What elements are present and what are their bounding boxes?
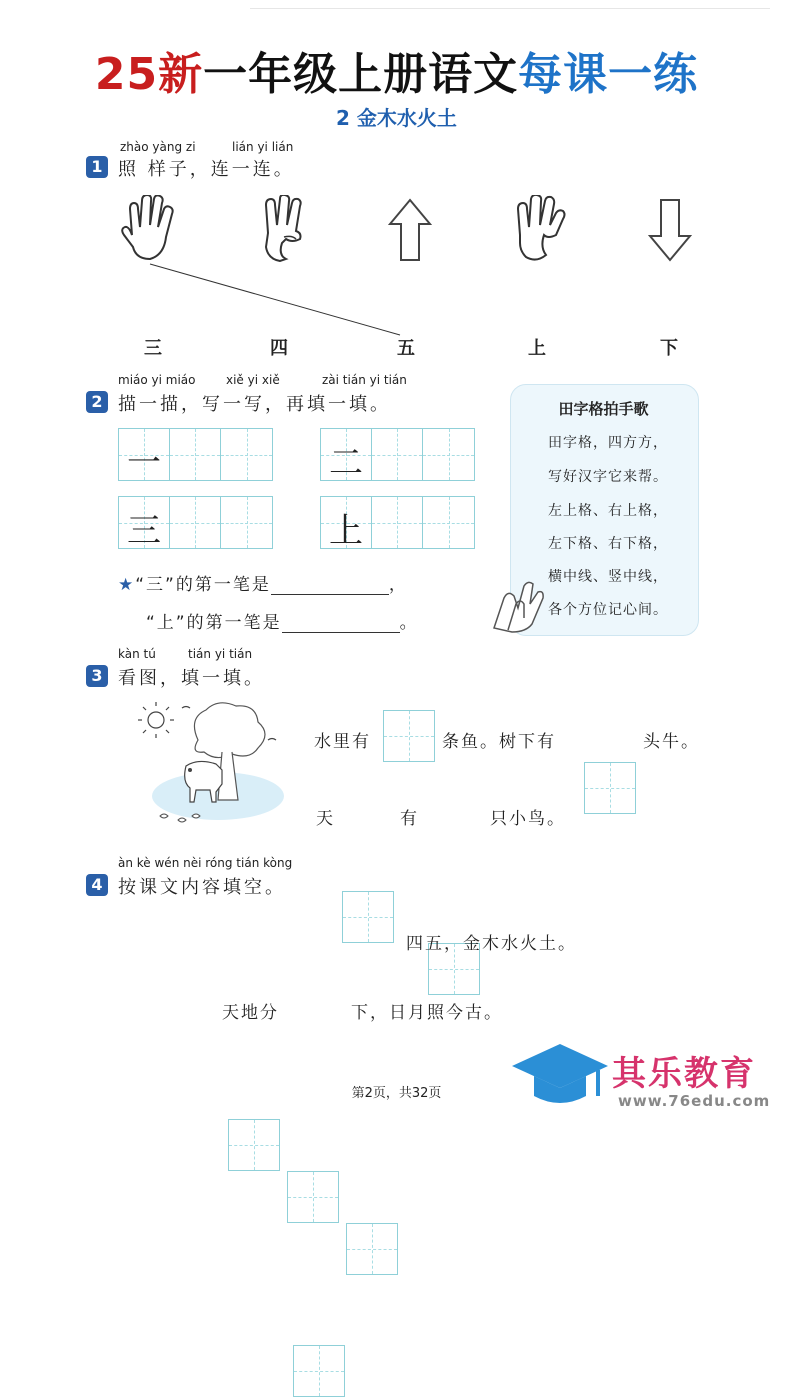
trace-grid-shang	[320, 496, 475, 549]
q4-pinyin: àn kè wén nèi róng tián kòng	[118, 856, 293, 870]
first-stroke-question-1	[118, 570, 408, 595]
grid-cell	[321, 497, 372, 551]
trace-char: 三	[127, 511, 161, 551]
q3-s2-a: 天	[316, 809, 335, 829]
q1-pinyin-a: zhào yàng zi	[120, 140, 196, 154]
song-line: 写好汉字它来帮。	[548, 469, 668, 485]
label-wu: 五	[397, 338, 415, 359]
label-xia: 下	[660, 338, 678, 359]
grid-cell[interactable]	[423, 429, 474, 480]
q4-s2-a: 天地分	[222, 1003, 279, 1023]
brand-name: 其乐教育	[612, 1054, 756, 1094]
answer-box-sky[interactable]	[342, 891, 394, 943]
answer-box-fish[interactable]	[383, 710, 435, 762]
tree-cow-illustration	[138, 700, 288, 835]
q1-pinyin-b: lián yi lián	[232, 140, 294, 154]
grid-cell[interactable]	[170, 497, 221, 548]
q3-pinyin-a: kàn tú	[118, 647, 156, 661]
q2-pinyin-a: miáo yi miáo	[118, 373, 196, 387]
q3-instruction: 看图，填一填。	[118, 668, 265, 689]
q1-number: 1	[86, 156, 108, 178]
answer-box-q4-2[interactable]	[287, 1171, 339, 1223]
q2-number: 2	[86, 391, 108, 413]
grid-cell	[119, 429, 170, 483]
label-san: 三	[144, 338, 162, 359]
title-prefix: 25新	[94, 49, 204, 100]
label-shang: 上	[528, 338, 546, 359]
punct: 。	[399, 613, 419, 633]
first-stroke-question-2	[146, 608, 419, 633]
answer-box-q4-4[interactable]	[293, 1345, 345, 1397]
q4-s2-b: 下，日月照今古。	[351, 1003, 503, 1023]
trace-char: 二	[329, 443, 363, 483]
answer-box-q4-1[interactable]	[228, 1119, 280, 1171]
q1-instruction: 照 样子，连一连。	[118, 159, 295, 180]
q3-number: 3	[86, 665, 108, 687]
trace-grid-yi	[118, 428, 273, 481]
song-line: 左上格、右上格，	[548, 503, 668, 519]
grid-cell[interactable]	[221, 429, 272, 480]
grid-cell	[321, 429, 372, 483]
q4-s1: 四五，金木水火土。	[406, 934, 577, 954]
song-line: 田字格，四方方，	[548, 435, 668, 451]
q3-pinyin-b: tián yi tián	[188, 647, 253, 661]
title-main: 一年级上册语文	[203, 49, 519, 100]
song-line: 左下格、右下格，	[548, 536, 668, 552]
trace-char: 上	[329, 511, 363, 551]
q3-s1-c: 头牛。	[643, 732, 700, 752]
q4-number: 4	[86, 874, 108, 896]
clapping-hands-icon	[488, 578, 548, 634]
q3-s2-c: 只小鸟。	[490, 809, 566, 829]
graduation-cap-icon	[510, 1040, 610, 1110]
grid-cell[interactable]	[221, 497, 272, 548]
brand-url: www.76edu.com	[618, 1092, 771, 1110]
first-stroke-label-2: “上”的第一笔是	[146, 613, 282, 633]
grid-cell[interactable]	[170, 429, 221, 480]
star-icon: ★	[118, 575, 136, 595]
first-stroke-label-1: “三”的第一笔是	[135, 575, 271, 595]
grid-cell[interactable]	[423, 497, 474, 548]
grid-cell[interactable]	[372, 497, 423, 548]
q2-pinyin-c: zài tián yi tián	[322, 373, 407, 387]
answer-blank-1[interactable]	[271, 576, 389, 595]
lesson-title: 2 金木水火土	[336, 106, 457, 130]
trace-grid-san	[118, 496, 273, 549]
song-line: 各个方位记心间。	[548, 602, 668, 618]
song-line: 横中线、竖中线，	[548, 569, 668, 585]
q3-s1-b: 条鱼。树下有	[442, 732, 556, 752]
q3-s1-a: 水里有	[314, 732, 371, 752]
answer-box-cow[interactable]	[584, 762, 636, 814]
answer-box-q4-3[interactable]	[346, 1223, 398, 1275]
song-title: 田字格拍手歌	[558, 400, 649, 418]
title-suffix: 每课一练	[518, 49, 699, 100]
punct: ，	[388, 575, 408, 595]
q2-instruction: 描一描，写一写，再填一填。	[118, 394, 391, 415]
grid-cell	[119, 497, 170, 551]
q4-instruction: 按课文内容填空。	[118, 877, 286, 898]
answer-blank-2[interactable]	[282, 614, 400, 633]
trace-char: 一	[127, 443, 161, 483]
trace-grid-er	[320, 428, 475, 481]
page-footer: 第2页，共32页	[351, 1086, 442, 1101]
q3-s2-b: 有	[400, 809, 419, 829]
grid-cell[interactable]	[372, 429, 423, 480]
label-si: 四	[270, 338, 288, 359]
q2-pinyin-b: xiě yi xiě	[226, 373, 280, 387]
